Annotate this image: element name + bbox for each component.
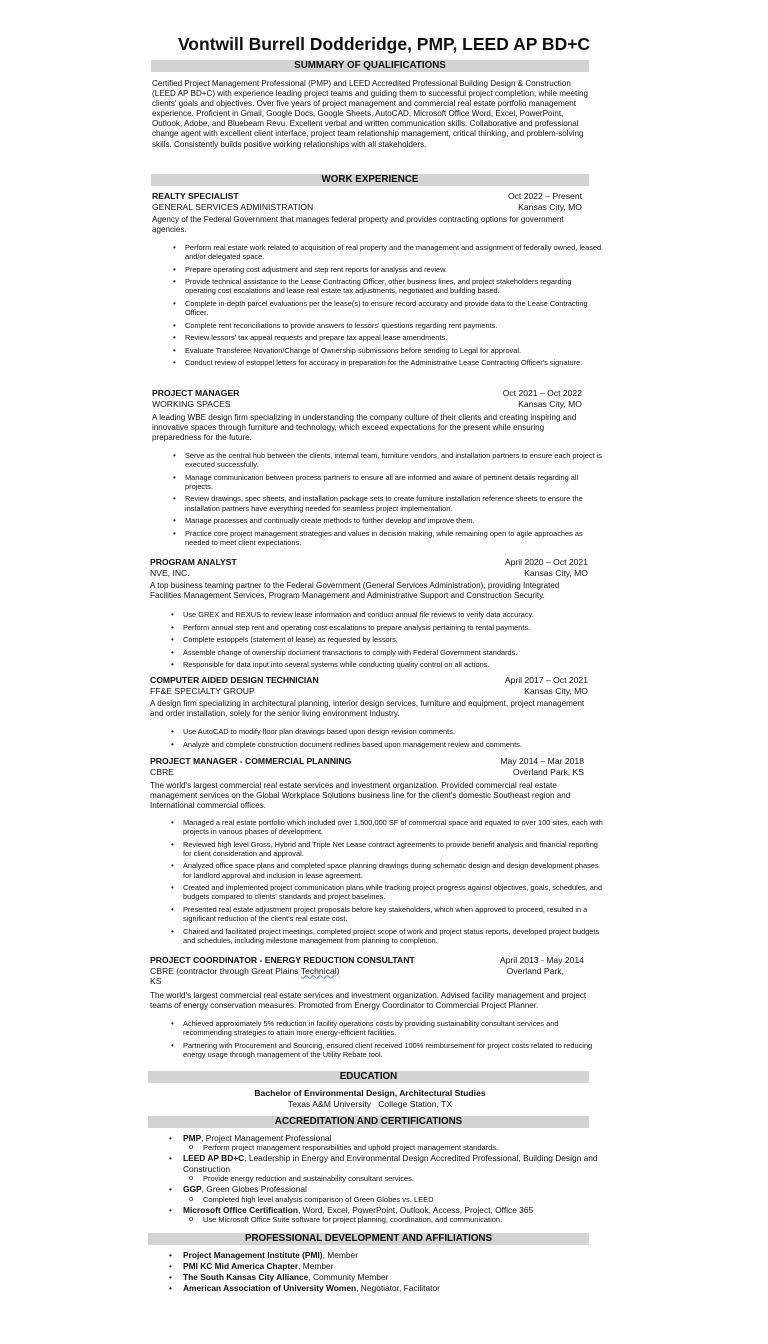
job-title: PROJECT COORDINATOR - ENERGY REDUCTION CONSULTANT [150, 955, 415, 965]
job-title: PROGRAM ANALYST [150, 557, 237, 567]
job-title: REALTY SPECIALIST [152, 191, 239, 201]
bullet-item: • Responsible for data input into several systems while conducting quality control on all actions. [183, 660, 603, 669]
job-bullets [171, 243, 603, 371]
bullet-item: • Complete rent reconciliations to provide answers to lessors' questions regarding rent payments. [185, 321, 603, 330]
job-org: WORKING SPACES [152, 398, 231, 409]
bullet-item: • Achieved approximately 5% reduction in facility operations costs by providing sustainability consultant services and recommending strategies to attain more energy-efficient facilities. [183, 1019, 603, 1037]
job-org: GENERAL SERVICES ADMINISTRATION [152, 201, 314, 212]
cert-detail: o Use Microsoft Office Suite software for project planning, coordination, and communication. [183, 1215, 603, 1225]
job-dates: Oct 2021 – Oct 2022 [502, 388, 582, 398]
bullet-item: • Assemble change of ownership document transactions to comply with Federal Government standards. [183, 648, 603, 657]
job-org: FF&E SPECIALTY GROUP [150, 685, 255, 696]
bullet-item: • Manage processes and continually create methods to further develop and improve them. [185, 516, 603, 525]
school-location: College Station, TX [378, 1098, 453, 1109]
education-block [151, 1088, 589, 1109]
bullet-item: • Created and implemented project communication plans while tracking project progress against objectives, goals, schedules, and budgets compared to clients' standards and project baselines. [183, 883, 603, 901]
work-heading: WORK EXPERIENCE [151, 174, 589, 186]
job-title: PROJECT MANAGER [152, 388, 240, 398]
job-org-text: CBRE (contractor through Great Plains [150, 965, 301, 976]
bullet-item: • Reviewed high level Gross, Hybrid and Triple Net Lease contract agreements to provide benefit analysis and financial reporting for client consideration and approval. [183, 840, 603, 858]
job-description: The world's largest commercial real estate services and investment organization. Provided commercial real estate management services on the Global Workplace Solutions business line for the client's domestic Southeast region and International commercial offices. [150, 781, 571, 811]
job-dates: May 2014 – Mar 2018 [500, 756, 584, 766]
education-heading: EDUCATION [148, 1071, 589, 1083]
job-bullets [169, 818, 603, 948]
job-header [152, 191, 582, 212]
job-header [152, 388, 582, 409]
bullet-item: • Perform annual step rent and operating cost escalations to prepare analysis pertaining to rental payments. [183, 623, 603, 632]
cert-abbr: PMP [183, 1133, 202, 1143]
cert-name: , Green Globes Professional [201, 1184, 307, 1195]
job-description: A design firm specializing in architectural planning, interior design services, furniture and equipment, project management and order installation, solely for the senior living environment industry. [150, 699, 585, 719]
bullet-item: • Chaired and facilitated project meetings, completed project scope of work and project status reports, developed project budgets and schedules, including milestone management from planning to completion. [183, 927, 603, 945]
degree: Bachelor of Environmental Design, Architectural Studies [254, 1088, 486, 1098]
cert-item [183, 1133, 603, 1153]
cert-name: , Word, Excel, PowerPoint, Outlook, Access, Project, Office 365 [297, 1204, 534, 1215]
job-dates: April 2013 - May 2014 [499, 955, 584, 965]
certs-heading: ACCREDITATION AND CERTIFICATIONS [148, 1116, 589, 1128]
affiliation-role: , Negotiator, Facilitator [356, 1282, 440, 1293]
bullet-item: • Managed a real estate portfolio which included over 1,500,000 SF of commercial space and equated to over 100 sites, each with projects in various phases of development. [183, 818, 603, 836]
job-description: A leading WBE design firm specializing in understanding the company culture of their clients and creating inspiring and innovative spaces through furniture and technology, which exceed expectations for the present while ensuring preparedness for the future. [152, 413, 577, 443]
bullet-item: • Serve as the central hub between the clients, internal team, furniture vendors, and installation partners to ensure each project is executed successfully. [185, 451, 603, 469]
job-bullets [169, 727, 603, 752]
bullet-item: • Use AutoCAD to modify floor plan drawings based upon design revision comments. [183, 727, 603, 736]
cert-list [169, 1133, 603, 1225]
job-description: The world's largest commercial real estate services and investment organization. Advised facility management and project teams of energy conservation measures. Promoted from Energy Coordinator to Commercial Project Planner. [150, 991, 587, 1011]
job-dates: Oct 2022 – Present [507, 191, 582, 201]
cert-item [183, 1205, 603, 1225]
affiliation-role: , Member [322, 1250, 358, 1260]
bullet-item: • Prepare operating cost adjustment and step rent reports for analysis and review. [185, 265, 603, 274]
bullet-item: • Evaluate Transferee Novation/Change of Ownership submissions before sending to Legal for approval. [185, 346, 603, 355]
cert-detail: o Perform project management responsibilities and uphold project management standards. [183, 1143, 603, 1153]
job-bullets [171, 451, 603, 550]
cert-name: , Leadership in Energy and Environmental Design Accredited Professional, Building Design and Construction [183, 1153, 598, 1174]
bullet-item: • Analyze and complete construction document redlines based upon management review and comments. [183, 740, 603, 749]
job-bullets [169, 610, 603, 673]
bullet-item: • Presented real estate adjustment project proposals before key stakeholders, which when approved to proceed, resulted in a significant reduction of the client's real estate cost. [183, 905, 603, 923]
affiliation-list [169, 1250, 603, 1294]
job-description: Agency of the Federal Government that manages federal property and provides contracting options for government agencies. [152, 215, 564, 235]
bullet-item: • Practice core project management strategies and values in decision making, while remaining open to agile approaches as needed to meet client expectations. [185, 529, 603, 547]
school-line [151, 1099, 589, 1110]
bullet-item: • Partnering with Procurement and Sourcing, ensured client received 100% reimbursement for project costs related to reducing energy usage through management of the Utility Rebate tool. [183, 1041, 603, 1059]
job-location: Kansas City, MO [524, 567, 588, 578]
cert-item [183, 1153, 603, 1184]
cert-abbr: Microsoft Office Certification [183, 1204, 298, 1215]
bullet-item: • Complete estoppels (statement of lease) as requested by lessors. [183, 635, 603, 644]
affiliations-heading: PROFESSIONAL DEVELOPMENT AND AFFILIATIONS [148, 1233, 589, 1245]
school: Texas A&M University [287, 1098, 372, 1109]
job-title: COMPUTER AIDED DESIGN TECHNICIAN [150, 675, 319, 685]
job-header [150, 675, 588, 696]
bullet-item: • Conduct review of estoppel letters for accuracy in preparation for the Administrative Lease Contracting Officer's signature. [185, 358, 603, 367]
job-location: Overland Park, KS [512, 766, 584, 777]
bullet-item: • Perform real estate work related to acquisition of real property and the management and assignment of federally owned, leased and/or delegated space. [185, 243, 603, 261]
job-dates: April 2020 – Oct 2021 [504, 557, 588, 567]
job-description: A top business teaming partner to the Federal Government (General Services Administration), providing Integrated Facilities Management Services, Program Management and Administrative Support and Construction Security. [150, 581, 560, 601]
affiliation-org: PMI KC Mid America Chapter [183, 1260, 299, 1271]
spellcheck-flagged-word: Technical) [300, 965, 340, 976]
affiliation-org: Project Management Institute (PMI) [183, 1250, 323, 1260]
cert-item [183, 1184, 603, 1204]
job-header [150, 756, 584, 777]
job-org [150, 966, 339, 977]
job-bullets [169, 1019, 603, 1062]
bullet-item: • Review lessors' tax appeal requests and prepare tax appeal lease amendments. [185, 333, 603, 342]
job-location: Kansas City, MO [524, 685, 588, 696]
job-header [150, 955, 584, 987]
job-org: CBRE [150, 766, 174, 777]
affiliation-item [183, 1261, 603, 1272]
affiliation-role: , Member [298, 1260, 334, 1271]
cert-abbr: GGP [183, 1184, 202, 1195]
candidate-name: Vontwill Burrell Dodderidge, PMP, LEED AP BD+C [177, 34, 591, 54]
cert-detail: o Provide energy reduction and sustainability consultant services. [183, 1174, 603, 1184]
job-title: PROJECT MANAGER - COMMERCIAL PLANNING [150, 756, 352, 766]
affiliation-item [183, 1283, 603, 1294]
affiliation-org: American Association of University Women [183, 1282, 357, 1293]
job-location: Kansas City, MO [518, 201, 582, 212]
bullet-item: • Manage communication between process partners to ensure all are informed and aware of pertinent details regarding all projects. [185, 473, 603, 491]
bullet-item: • Provide technical assistance to the Lease Contracting Officer, other business lines, and project stakeholders regarding operating cost escalations and lease real estate tax adjustments, negotiated and building based. [185, 277, 603, 295]
job-location: Kansas City, MO [518, 398, 582, 409]
job-dates: April 2017 – Oct 2021 [504, 675, 588, 685]
job-location: Overland Park, [506, 965, 564, 976]
bullet-item: • Analyzed office space plans and completed space planning drawings during schematic design and design development phases for landlord approval and inclusion in lease agreement. [183, 861, 603, 879]
affiliation-item [183, 1272, 603, 1283]
job-location-cont: KS [150, 976, 162, 987]
affiliation-org: The South Kansas City Alliance [183, 1271, 309, 1282]
cert-detail: o Completed high level analysis comparison of Green Globes vs. LEED [183, 1195, 603, 1205]
affiliation-item [183, 1250, 603, 1261]
summary-text: Certified Project Management Professional (PMP) and LEED Accredited Professional Building Design & Construction (LEED AP BD+C) with experience leading project teams and guiding them to successful project completion, while meeting clients' goals and objectives. Over five years of project management and commercial real estate portfolio management experience. Proficient in Gmail, Google Docs, Google Sheets, AutoCAD, Microsoft Office Word, Excel, PowerPoint, Outlook, Adobe, and Bluebeam Revu. Excellent verbal and written communication skills. Collaborative and professional change agent with excellent client interface, project team relationship management, critical thinking, and problem-solving skills. Consistently builds positive working relationships with all stakeholders. [152, 79, 589, 149]
job-header [150, 557, 588, 578]
bullet-item: • Review drawings, spec sheets, and installation package sets to create furniture installation reference sheets to ensure the installation partners have everything needed for seamless project implementation. [185, 494, 603, 512]
cert-abbr: LEED AP BD+C [183, 1153, 245, 1164]
summary-heading: SUMMARY OF QUALIFICATIONS [151, 60, 589, 72]
cert-name: , Project Management Professional [201, 1133, 332, 1143]
affiliation-role: , Community Member [308, 1271, 389, 1282]
bullet-item: • Use GREX and REXUS to review lease information and conduct annual file reviews to verify data accuracy. [183, 610, 603, 619]
bullet-item: • Complete in-depth parcel evaluations per the lease(s) to ensure record accuracy and provide data to the Lease Contracting Officer. [185, 299, 603, 317]
job-org: NVE, INC. [150, 567, 190, 578]
